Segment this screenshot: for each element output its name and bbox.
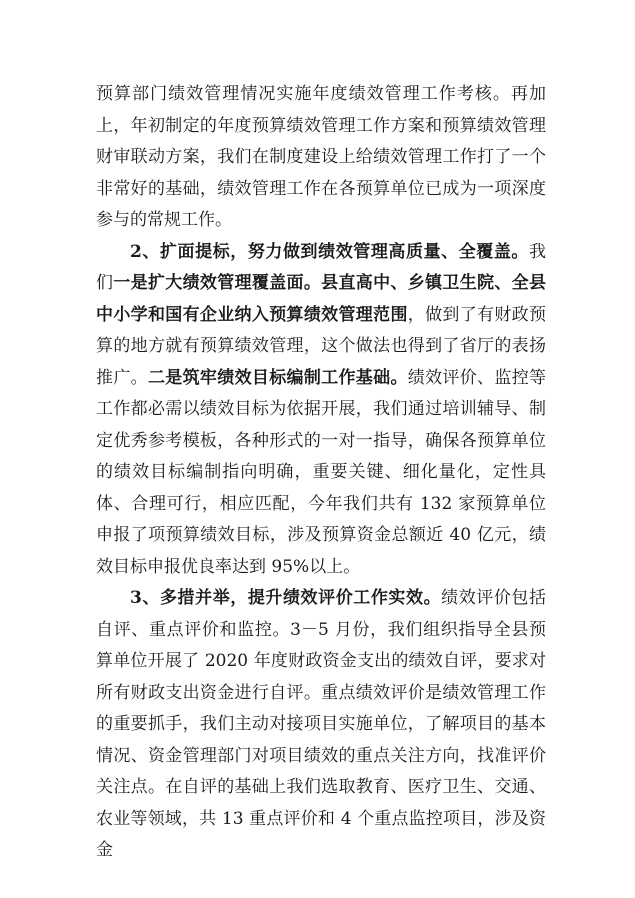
paragraph-2-bold-1: 一是扩大绩效管理覆盖面。县直高中、乡镇卫生院、全县中小学和国有企业纳入预算绩效管理范围	[96, 273, 547, 325]
document-body	[96, 79, 546, 867]
paragraph-2-bold-2: 二是筑牢绩效目标编制工作基础。	[147, 367, 408, 388]
paragraph-2-text-3: 绩效评价、监控等工作都必需以绩效目标为依据开展，我们通过培训辅导、制定优秀参考模板，各种形式的一对一指导，确保各预算单位的绩效目标编制指向明确，重要关键、细化量化，定性具体、合理可行，相应匹配，今年我们共有 132 家预算单位申报了项预算绩效目标，涉及预算资金总额近 40 亿元，绩效目标申报优良率达到 95%以上。	[96, 367, 547, 577]
paragraph-2-text-1: 我们	[96, 241, 546, 293]
paragraph-2	[96, 237, 546, 584]
paragraph-2-heading: 2、扩面提标，努力做到绩效管理高质量、全覆盖。	[130, 241, 529, 262]
paragraph-2-text-2: ，做到了有财政预算的地方就有预算绩效管理，这个做法也得到了省厅的表扬推广。	[96, 304, 547, 388]
paragraph-1	[96, 79, 546, 237]
paragraph-3	[96, 583, 546, 867]
paragraph-1-text: 预算部门绩效管理情况实施年度绩效管理工作考核。再加上，年初制定的年度预算绩效管理工作方案和预算绩效管理财审联动方案，我们在制度建设上给绩效管理工作打了一个非常好的基础，绩效管理工作在各预算单位已成为一项深度参与的常规工作。	[96, 84, 546, 230]
paragraph-3-heading: 3、多措并举，提升绩效评价工作实效。	[130, 588, 442, 608]
paragraph-3-text-1: 绩效评价包括自评、重点评价和监控。3－5 月份，我们组织指导全县预算单位开展了 2020 年度财政资金支出的绩效自评，要求对所有财政支出资金进行自评。重点绩效评价是绩效管理工作的重要抓手，我们主动对接项目实施单位，了解项目的基本情况、资金管理部门对项目绩效的重点关注方向，找准评价关注点。在自评的基础上我们选取教育、医疗卫生、交通、农业等领域，共 13 重点评价和 4 个重点监控项目，涉及资金	[96, 588, 547, 860]
